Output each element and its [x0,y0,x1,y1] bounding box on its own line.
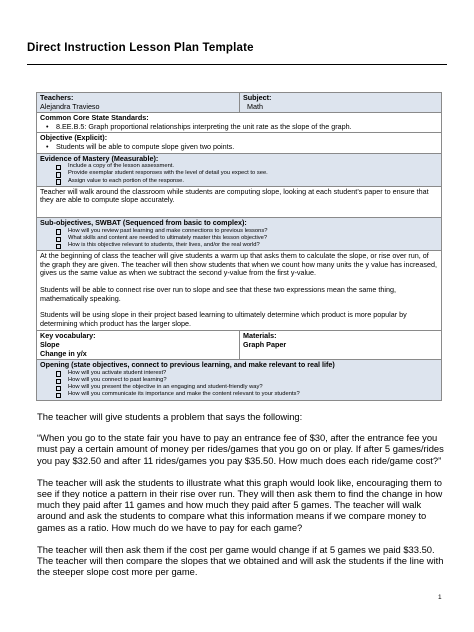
subobjectives-label: Sub-objectives, SWBAT (Sequenced from basic to complex): [40,217,247,227]
subobjectives-text-cell [37,250,441,330]
opening-item: How will you communicate its importance and make the content relevant to your students? [54,391,438,398]
page-number: 1 [438,594,442,601]
vocab-label: Key vocabulary: [40,331,96,341]
opening-body [37,411,449,588]
teachers-label: Teachers: [40,93,74,102]
body-paragraph: The teacher will then ask them if the cost per game would change if at 5 games we paid $33.50. The teacher will then compare the slopes that we obtained and will ask the students if the line with the steeper slope cost more per game. [37,543,444,578]
vocab-materials-row [37,330,441,359]
opening-item: How will you activate student interest? [54,370,438,377]
mastery-item: Provide exemplar student responses with the level of detail you expect to see. [54,170,438,177]
vocab-item: Slope [40,339,60,349]
mastery-item: Assign value to each portion of the response. [54,178,438,185]
body-paragraph: The teacher will ask the students to illustrate what this graph would look like, encouraging them to see if they notice a pattern in their rise over run. They will then ask them to find the change in how much they paid after 11 games and how much they paid after 5 games. The teacher will walk around and ask the students to compare what this information means if we compare money to games as a ratio. How much do we have to pay for each game? [37,476,443,533]
subobjectives-paragraph: At the beginning of class the teacher will give students a warm up that asks them to calculate the slope, or rise over run, of the graph they are given. The teacher will then show students that when we count how many units the y value has increased, gives us the same value as when we subtract the second y-value from the first y-value. [40,251,438,278]
standards-label: Common Core State Standards: [40,113,149,123]
mastery-item: Include a copy of the lesson assessment. [54,163,438,170]
body-paragraph: The teacher will give students a problem that says the following: [37,411,303,422]
subobjectives-header-cell [37,217,441,250]
materials-label: Materials: [243,331,277,341]
subobjectives-paragraph: Students will be using slope in their project based learning to ultimately determine which product is more popular by determining which product has the larger slope. [40,310,407,328]
mastery-text-cell: Teacher will walk around the classroom while students are computing slope, looking at each student’s paper to ensure that they are able to compute slope accurately. [37,186,441,217]
subobjectives-item: How is this objective relevant to students, their lives, and/or the real world? [54,242,438,249]
subobjectives-paragraph: Students will be able to connect rise over run to slope and see that these two expressions mean the same thing, mathematically speaking. [40,284,396,303]
objective-cell [37,132,441,152]
mastery-label: Evidence of Mastery (Measurable): [40,153,159,163]
subject-value: Math [247,101,263,111]
vocab-cell [37,331,240,359]
objective-item: • Students will be able to compute slope given two points. [44,143,438,152]
body-paragraph: “When you go to the state fair you have to pay an entrance fee of $30, after the entrance fee you must pay a certain amount of money per rides/games that you go on or play. If after 5 games/rides you pay $32.50 and after 11 rides/games you pay $35.50. How much does each ride/game cost?” [37,432,444,466]
teachers-cell [37,93,240,112]
teachers-subject-row [37,93,441,112]
opening-label: Opening (state objectives, connect to previous learning, and make relevant to real life) [40,360,335,370]
standards-cell [37,112,441,132]
opening-item: How will you connect to past learning? [54,377,438,384]
lesson-plan-table [36,92,442,401]
document-title: Direct Instruction Lesson Plan Template [27,42,254,54]
opening-header-cell [37,359,441,399]
materials-cell [240,331,289,359]
vocab-item: Change in y/x [40,348,87,358]
opening-item: How will you present the objective in an engaging and student-friendly way? [54,384,438,391]
mastery-header-cell [37,153,441,186]
subobjectives-item: How will you review past learning and make connections to previous lessons? [54,228,438,235]
subject-label: Subject: [243,93,272,102]
subobjectives-item: What skills and content are needed to ultimately master this lesson objective? [54,235,438,242]
teachers-value: Alejandra Travieso [40,101,100,111]
objective-label: Objective (Explicit): [40,133,108,143]
title-divider [27,64,447,65]
materials-value: Graph Paper [243,339,287,349]
subject-cell [240,93,274,112]
standards-item: • 8.EE.B.5: Graph proportional relationships interpreting the unit rate as the slope of the graph. [44,123,438,132]
